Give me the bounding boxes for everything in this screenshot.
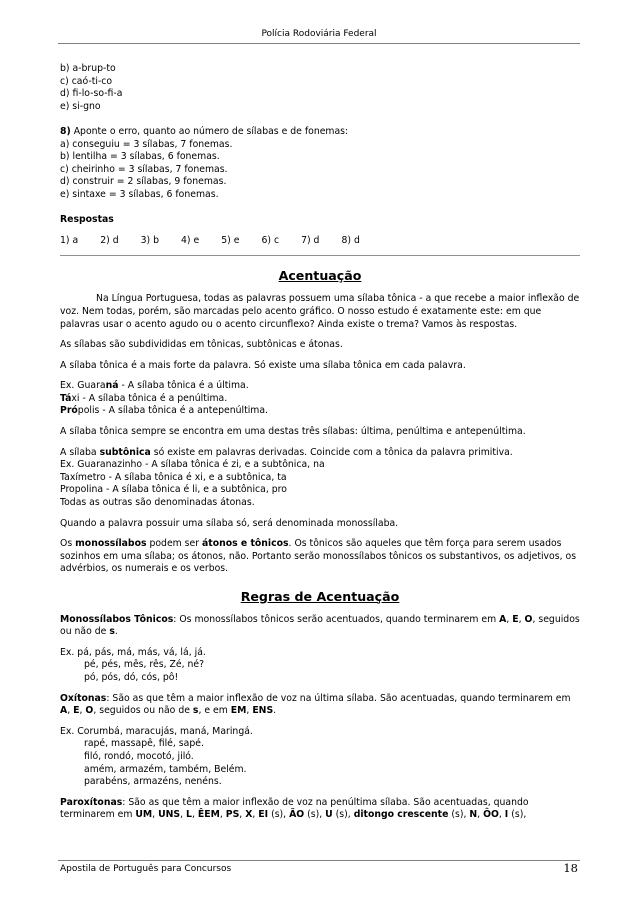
paragraph: As sílabas são subdivididas em tônicas, subtônicas e átonas. — [60, 339, 343, 351]
bold-run: EI — [258, 809, 269, 821]
example-line — [60, 380, 580, 393]
bold-run: X — [245, 809, 253, 821]
resposta-item: 3) b — [140, 234, 160, 246]
text-run: (s), — [448, 809, 470, 821]
example-line: Propolina - A sílaba tônica é li, e a subtônica, pro — [60, 484, 287, 496]
bold-run: s — [192, 705, 199, 717]
bold-run: s — [109, 626, 115, 638]
example-line: Taxímetro - A sílaba tônica é xi, e a subtônica, ta — [60, 471, 287, 483]
bold-run: UNS — [158, 809, 181, 821]
example-line — [60, 393, 580, 406]
example-line: rapé, massapê, filé, sapé. — [84, 738, 204, 750]
resposta-item: 2) d — [100, 234, 119, 246]
bold-run: N — [469, 809, 478, 821]
option-line: e) si-gno — [60, 100, 101, 112]
example-line — [60, 405, 580, 418]
text-run: , — [219, 809, 226, 821]
bold-run: Tá — [60, 392, 72, 404]
paragraph — [60, 447, 580, 460]
footer-rule — [58, 860, 580, 861]
bold-run: O — [524, 613, 533, 625]
option-line: a) conseguiu = 3 sílabas, 7 fonemas. — [60, 138, 233, 150]
resposta-item: 8) d — [341, 234, 360, 246]
text-run: , — [180, 809, 187, 821]
bold-run: ENS — [252, 705, 274, 717]
bold-run: EM — [230, 705, 247, 717]
option-line: d) construir = 2 sílabas, 9 fonemas. — [60, 176, 227, 188]
paragraph: Quando a palavra possuir uma sílaba só, será denominada monossílaba. — [60, 517, 399, 529]
text-run: A sílaba — [60, 446, 100, 458]
paragraph: A sílaba tônica é a mais forte da palavra. Só existe uma sílaba tônica em cada palavra. — [60, 359, 466, 371]
bold-run: ná — [105, 380, 119, 392]
text-run: . — [273, 705, 277, 717]
bold-run: E — [512, 613, 519, 625]
question-8 — [60, 126, 580, 202]
text-run: . — [114, 626, 118, 638]
text-run: , e em — [198, 705, 231, 717]
text-run: , — [152, 809, 159, 821]
text-run: podem ser — [146, 538, 203, 550]
text-run: , — [246, 705, 253, 717]
bold-run: Oxítonas — [60, 692, 107, 704]
text-run: , — [239, 809, 246, 821]
option-line: b) a-brup-to — [60, 63, 116, 74]
text-run: polis - A sílaba tônica é a antepenúltima. — [77, 405, 269, 417]
text-run: , seguidos ou não de — [93, 705, 193, 717]
example-line: pó, pós, dó, cós, pô! — [84, 671, 179, 683]
text-run: - A sílaba tônica é a última. — [118, 380, 249, 392]
paragraph — [60, 693, 580, 718]
text-run: (s), — [268, 809, 290, 821]
bold-run: O — [85, 705, 94, 717]
bold-run: Paroxítonas — [60, 796, 123, 808]
bold-run: I — [504, 809, 509, 821]
respostas-heading: Respostas — [60, 214, 114, 226]
text-run: , — [191, 809, 198, 821]
bold-run: A — [60, 705, 68, 717]
paragraph — [60, 538, 580, 576]
text-run: . Os tônicos são aqueles que têm força para serem usados sozinhos em uma sílaba; os átonos, não. Portanto serão monossílabos tônicos os substantivos, os adjetivos, os advérbios, os numerais e os verbos. — [60, 538, 577, 575]
paragraph — [60, 614, 580, 639]
bold-run: U — [325, 809, 333, 821]
resposta-item: 6) c — [261, 234, 280, 246]
text-run: (s), — [304, 809, 326, 821]
text-run: , — [79, 705, 86, 717]
text-run: : São as que têm a maior inflexão de voz na última sílaba. São acentuadas, quando terminarem em — [106, 692, 571, 704]
footer-title: Apostila de Português para Concursos — [60, 864, 232, 874]
bold-run: L — [186, 809, 192, 821]
header-rule — [58, 43, 580, 44]
option-line: d) fi-lo-so-fi-a — [60, 88, 123, 100]
text-run: (s), — [332, 809, 354, 821]
bold-run: ÊEM — [197, 809, 220, 821]
bold-run: ditongo crescente — [353, 809, 449, 821]
example-line: Todas as outras são denominadas átonas. — [60, 497, 255, 509]
example-line: pé, pés, mês, rês, Zé, né? — [84, 659, 205, 671]
option-line: c) caó-ti-co — [60, 75, 113, 87]
example-line: filó, rondó, mocotó, jiló. — [84, 750, 194, 762]
bold-run: UM — [135, 809, 153, 821]
section-divider — [60, 255, 580, 256]
option-line: e) sintaxe = 3 sílabas, 6 fonemas. — [60, 188, 219, 200]
example-line: Ex. Guaranazinho - A sílaba tônica é zi, e a subtônica, na — [60, 459, 325, 471]
bold-run: ÔO — [483, 809, 499, 821]
question-number: 8) — [60, 125, 71, 137]
paragraph — [60, 797, 580, 822]
option-line: b) lentilha = 3 sílabas, 6 fonemas. — [60, 151, 220, 163]
text-run: , — [67, 705, 74, 717]
resposta-item: 7) d — [301, 234, 320, 246]
respostas-label — [60, 214, 580, 227]
text-run: xi - A sílaba tônica é a penúltima. — [71, 392, 228, 404]
example-line: amém, armazém, também, Belém. — [84, 763, 247, 775]
section-title-regras: Regras de Acentuação — [240, 588, 400, 604]
text-run: (s), — [508, 809, 527, 821]
bold-run: átonos e tônicos — [202, 538, 289, 550]
page-header: Polícia Rodoviária Federal — [261, 29, 377, 39]
resposta-item: 4) e — [181, 234, 200, 246]
bold-run: E — [73, 705, 80, 717]
resposta-item: 5) e — [221, 234, 240, 246]
page-content — [60, 63, 580, 822]
question-8-statement — [60, 126, 580, 139]
example-line: parabéns, armazéns, nenéns. — [84, 776, 222, 788]
bold-run: subtônica — [99, 446, 151, 458]
text-run: , — [498, 809, 505, 821]
example-line: Ex. pá, pás, má, más, vá, lá, já. — [60, 646, 206, 658]
example-line: Ex. Corumbá, maracujás, maná, Maringá. — [60, 725, 253, 737]
question-text: Aponte o erro, quanto ao número de sílabas e de fonemas: — [73, 125, 349, 137]
text-run: , — [252, 809, 259, 821]
bold-run: Pró — [60, 405, 78, 417]
text-run: Ex. Guara — [60, 380, 106, 392]
text-run: : Os monossílabos tônicos serão acentuados, quando terminarem em — [173, 613, 500, 625]
bold-run: monossílabos — [75, 538, 147, 550]
intro-paragraph: Na Língua Portuguesa, todas as palavras possuem uma sílaba tônica - a que recebe a maior inflexão de voz. Nem todas, porém, são marcadas pelo acento gráfico. O nosso estudo é exatamente este: em que palavras usar o acento agudo ou o acento circunflexo? Ainda existe o trema? Vamos às respostas. — [60, 293, 580, 330]
text-run: , — [518, 613, 525, 625]
option-line: c) cheirinho = 3 sílabas, 7 fonemas. — [60, 163, 228, 175]
paragraph: A sílaba tônica sempre se encontra em uma destas três sílabas: última, penúltima e antepenúltima. — [60, 426, 526, 438]
bold-run: PS — [225, 809, 240, 821]
resposta-item: 1) a — [60, 234, 79, 246]
bold-run: A — [499, 613, 507, 625]
page-number: 18 — [563, 861, 578, 875]
text-run: : São as que têm a maior inflexão de voz na penúltima sílaba. São acentuadas, quando terminarem em — [60, 796, 529, 821]
question-7-options — [60, 63, 580, 113]
text-run: só existe em palavras derivadas. Coincide com a tônica da palavra primitiva. — [150, 446, 513, 458]
bold-run: ÃO — [289, 809, 305, 821]
section-title-acentuacao: Acentuação — [278, 268, 362, 284]
text-run: , seguidos ou não de — [60, 613, 580, 638]
bold-run: Monossílabos Tônicos — [60, 613, 174, 625]
text-run: , — [477, 809, 484, 821]
text-run: Os — [60, 538, 76, 550]
respostas-list — [60, 235, 580, 248]
text-run: , — [506, 613, 513, 625]
